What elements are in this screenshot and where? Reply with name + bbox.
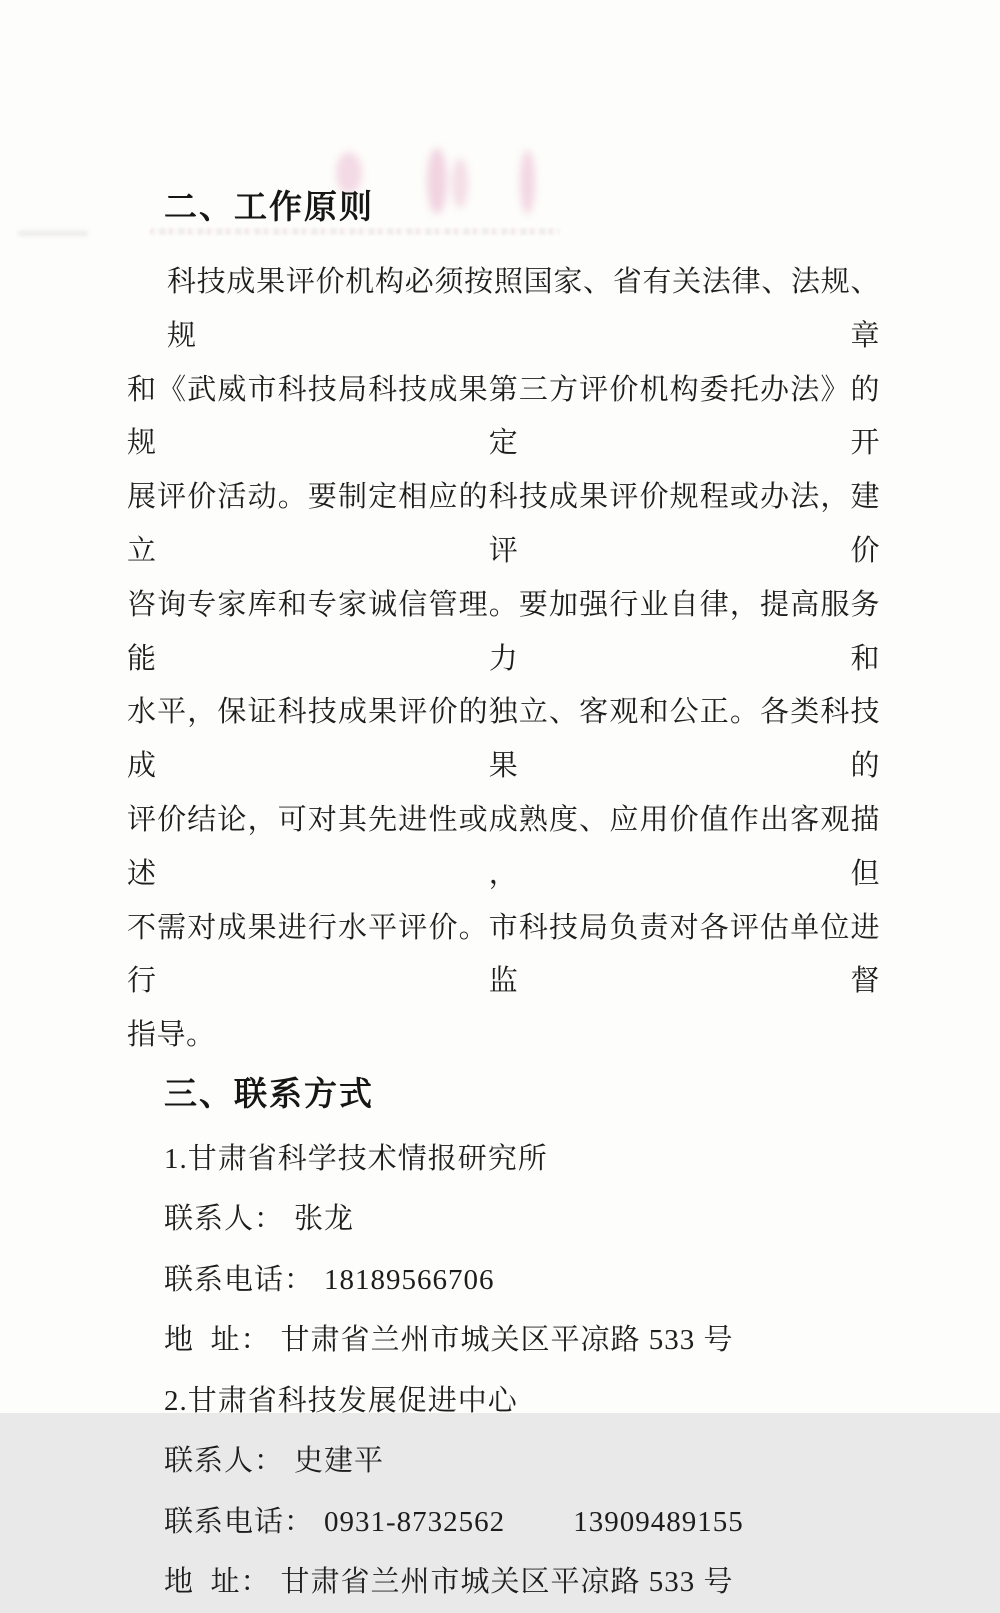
contact-phone2-value: 13909489155 (573, 1505, 744, 1538)
contact-phone-line (164, 1250, 880, 1311)
document-content (127, 0, 880, 1613)
contact-phone-label: 联系电话： (164, 1505, 315, 1538)
paragraph-line: 水平，保证科技成果评价的独立、客观和公正。各类科技成果的 (127, 696, 880, 783)
paragraph-line: 科技成果评价机构必须按照国家、省有关法律、法规、规章 (167, 266, 880, 352)
contact-address-line (164, 1310, 880, 1371)
contact-address-value: 甘肃省兰州市城关区平凉路 533 号 (280, 1324, 734, 1357)
paragraph-line: 指导。 (127, 1019, 216, 1052)
contact-person-line (164, 1431, 880, 1492)
contact-person-label: 联系人： (164, 1203, 285, 1236)
contact-address-label: 地 址： (164, 1566, 271, 1599)
contact-phone-line (164, 1492, 880, 1553)
contact-address-line (164, 1552, 880, 1613)
contact-address-label: 地 址： (164, 1324, 271, 1357)
paragraph-line: 和《武威市科技局科技成果第三方评价机构委托办法》的规定开 (127, 373, 880, 460)
work-principles-paragraph (127, 256, 880, 1063)
section-heading-work-principles: 二、工作原则 (164, 188, 374, 225)
contact-section (127, 1129, 880, 1613)
scan-smudge (18, 231, 88, 236)
section-heading-contact-info: 三、联系方式 (164, 1074, 374, 1112)
paragraph-line: 不需对成果进行水平评价。市科技局负责对各评估单位进行监督 (127, 911, 880, 998)
paragraph-line: 评价结论，可对其先进性或成熟度、应用价值作出客观描述，但 (127, 803, 880, 890)
contact-org-name: 2.甘肃省科技发展促进中心 (164, 1384, 518, 1417)
contact-person-label: 联系人： (164, 1445, 285, 1478)
contact-address-value: 甘肃省兰州市城关区平凉路 533 号 (280, 1566, 734, 1599)
paragraph-line: 展评价活动。要制定相应的科技成果评价规程或办法，建立评价 (127, 481, 880, 567)
contact-phone-label: 联系电话： (164, 1263, 315, 1296)
contact-phone-value: 18189566706 (324, 1263, 495, 1296)
contact-person-value: 张龙 (294, 1203, 355, 1236)
contact-person-line (164, 1189, 880, 1250)
contact-org-name: 1.甘肃省科学技术情报研究所 (164, 1142, 548, 1175)
contact-phone-value: 0931-8732562 (324, 1505, 506, 1538)
contact-person-value: 史建平 (294, 1445, 385, 1478)
paragraph-line: 咨询专家库和专家诚信管理。要加强行业自律，提高服务能力和 (127, 588, 880, 675)
